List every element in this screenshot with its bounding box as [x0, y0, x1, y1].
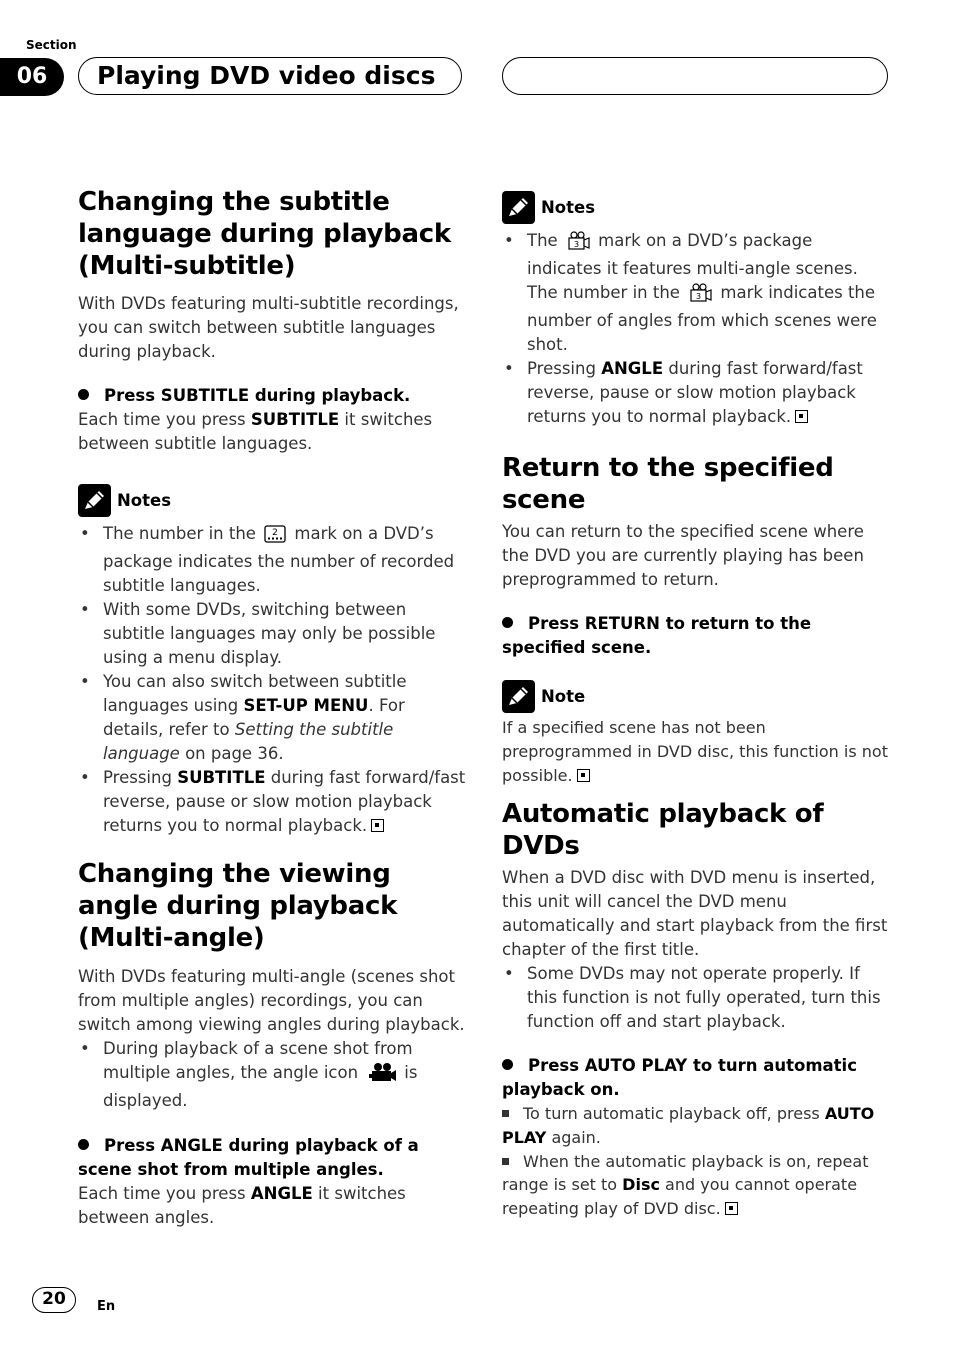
list-item: • Some DVDs may not operate properly. If this function is not fully operated, turn this function off and start playback.: [502, 962, 890, 1034]
step-bullet-icon: [78, 1139, 89, 1150]
subtitle-mark-icon: [264, 525, 286, 550]
notes-pencil-icon: [502, 680, 535, 713]
square-bullet-icon: [502, 1158, 509, 1165]
auto-sub1: To turn automatic playback off, press AUTO PLAY again.: [502, 1104, 875, 1147]
angle-mark-icon: [688, 283, 712, 309]
list-item: • With some DVDs, switching between subtitle languages may only be possible using a menu display.: [78, 598, 466, 670]
list-item: • During playback of a scene shot from multiple angles, the angle icon is displayed.: [78, 1037, 466, 1113]
svg-text:3: 3: [573, 240, 579, 249]
angle-notes-heading: Notes: [502, 191, 890, 225]
end-mark-icon: [371, 819, 384, 832]
angle-section-title: Changing the viewing angle during playback (Multi-angle): [78, 859, 398, 953]
angle-intro: With DVDs featuring multi-angle (scenes shot from multiple angles) recordings, you can switch among viewing angles during playback.: [78, 967, 465, 1034]
step-bullet-icon: [502, 617, 513, 628]
subtitle-notes-list: [78, 522, 466, 838]
list-item: • Pressing SUBTITLE during fast forward/fast reverse, pause or slow motion playback returns you to normal playback.: [78, 766, 466, 838]
angle-bullets: [78, 1037, 466, 1113]
section-number-badge: 06: [0, 58, 64, 96]
subtitle-step-desc: Each time you press SUBTITLE it switches between subtitle languages.: [78, 410, 433, 453]
step-bullet-icon: [502, 1059, 513, 1070]
return-note-heading: Note: [502, 680, 890, 714]
notes-pencil-icon: [502, 191, 535, 224]
list-item: • The number in the 2 mark on a DVD’s package indicates the number of recorded subtitle languages.: [78, 522, 466, 598]
square-bullet-icon: [502, 1110, 509, 1117]
subtitle-section: [78, 186, 466, 838]
auto-sub2: When the automatic playback is on, repeat range is set to Disc and you cannot operate repeating play of DVD disc.: [502, 1151, 869, 1219]
auto-section-title: Automatic playback of DVDs: [502, 799, 824, 861]
list-item: • You can also switch between subtitle languages using SET-UP MENU. For details, refer to Setting the subtitle language on page 36.: [78, 670, 466, 766]
list-item: • The 3 mark on a DVD’s package indicates it features multi-angle scenes. The number in the 3 mark indicates the number of angles from which scenes were shot.: [502, 229, 890, 357]
return-intro: You can return to the specified scene where the DVD you are currently playing has been preprogrammed to return.: [502, 522, 864, 589]
page-number: 20: [32, 1287, 76, 1313]
section-label: Section: [26, 38, 77, 52]
list-item: • Pressing ANGLE during fast forward/fast reverse, pause or slow motion playback returns you to normal playback.: [502, 357, 890, 429]
header-empty-pill: [502, 57, 888, 95]
step-bullet-icon: [78, 389, 89, 400]
end-mark-icon: [795, 410, 808, 423]
subtitle-intro: With DVDs featuring multi-subtitle recordings, you can switch between subtitle languages during playback.: [78, 294, 459, 361]
subtitle-section-title: Changing the subtitle language during playback (Multi-subtitle): [78, 187, 451, 281]
angle-section: [78, 858, 466, 1230]
subtitle-step: Press SUBTITLE during playback.: [78, 384, 466, 408]
return-section: [502, 452, 890, 787]
end-mark-icon: [725, 1202, 738, 1215]
angle-camera-icon: [368, 1062, 396, 1089]
angle-step: Press ANGLE during playback of a scene shot from multiple angles.: [78, 1136, 419, 1179]
notes-pencil-icon: [78, 484, 111, 517]
chapter-title: Playing DVD video discs: [78, 57, 462, 95]
end-mark-icon: [577, 769, 590, 782]
auto-bullets: [502, 962, 890, 1034]
angle-notes: [502, 191, 890, 429]
svg-text:2: 2: [272, 528, 279, 538]
subtitle-notes-heading: Notes: [78, 484, 466, 518]
angle-notes-list: [502, 229, 890, 429]
return-note-text: If a specified scene has not been preprogrammed in DVD disc, this function is not possible.: [502, 718, 888, 785]
auto-intro: When a DVD disc with DVD menu is inserted, this unit will cancel the DVD menu automatically and start playback from the first chapter of the first title.: [502, 868, 888, 959]
auto-section: [502, 798, 890, 1221]
svg-text:3: 3: [696, 292, 702, 301]
return-step: Press RETURN to return to the specified scene.: [502, 614, 812, 657]
auto-step: Press AUTO PLAY to turn automatic playback on.: [502, 1056, 857, 1099]
angle-step-desc: Each time you press ANGLE it switches between angles.: [78, 1184, 406, 1227]
return-section-title: Return to the specified scene: [502, 453, 834, 515]
language-label: En: [97, 1299, 116, 1314]
angle-mark-icon: [566, 231, 590, 257]
